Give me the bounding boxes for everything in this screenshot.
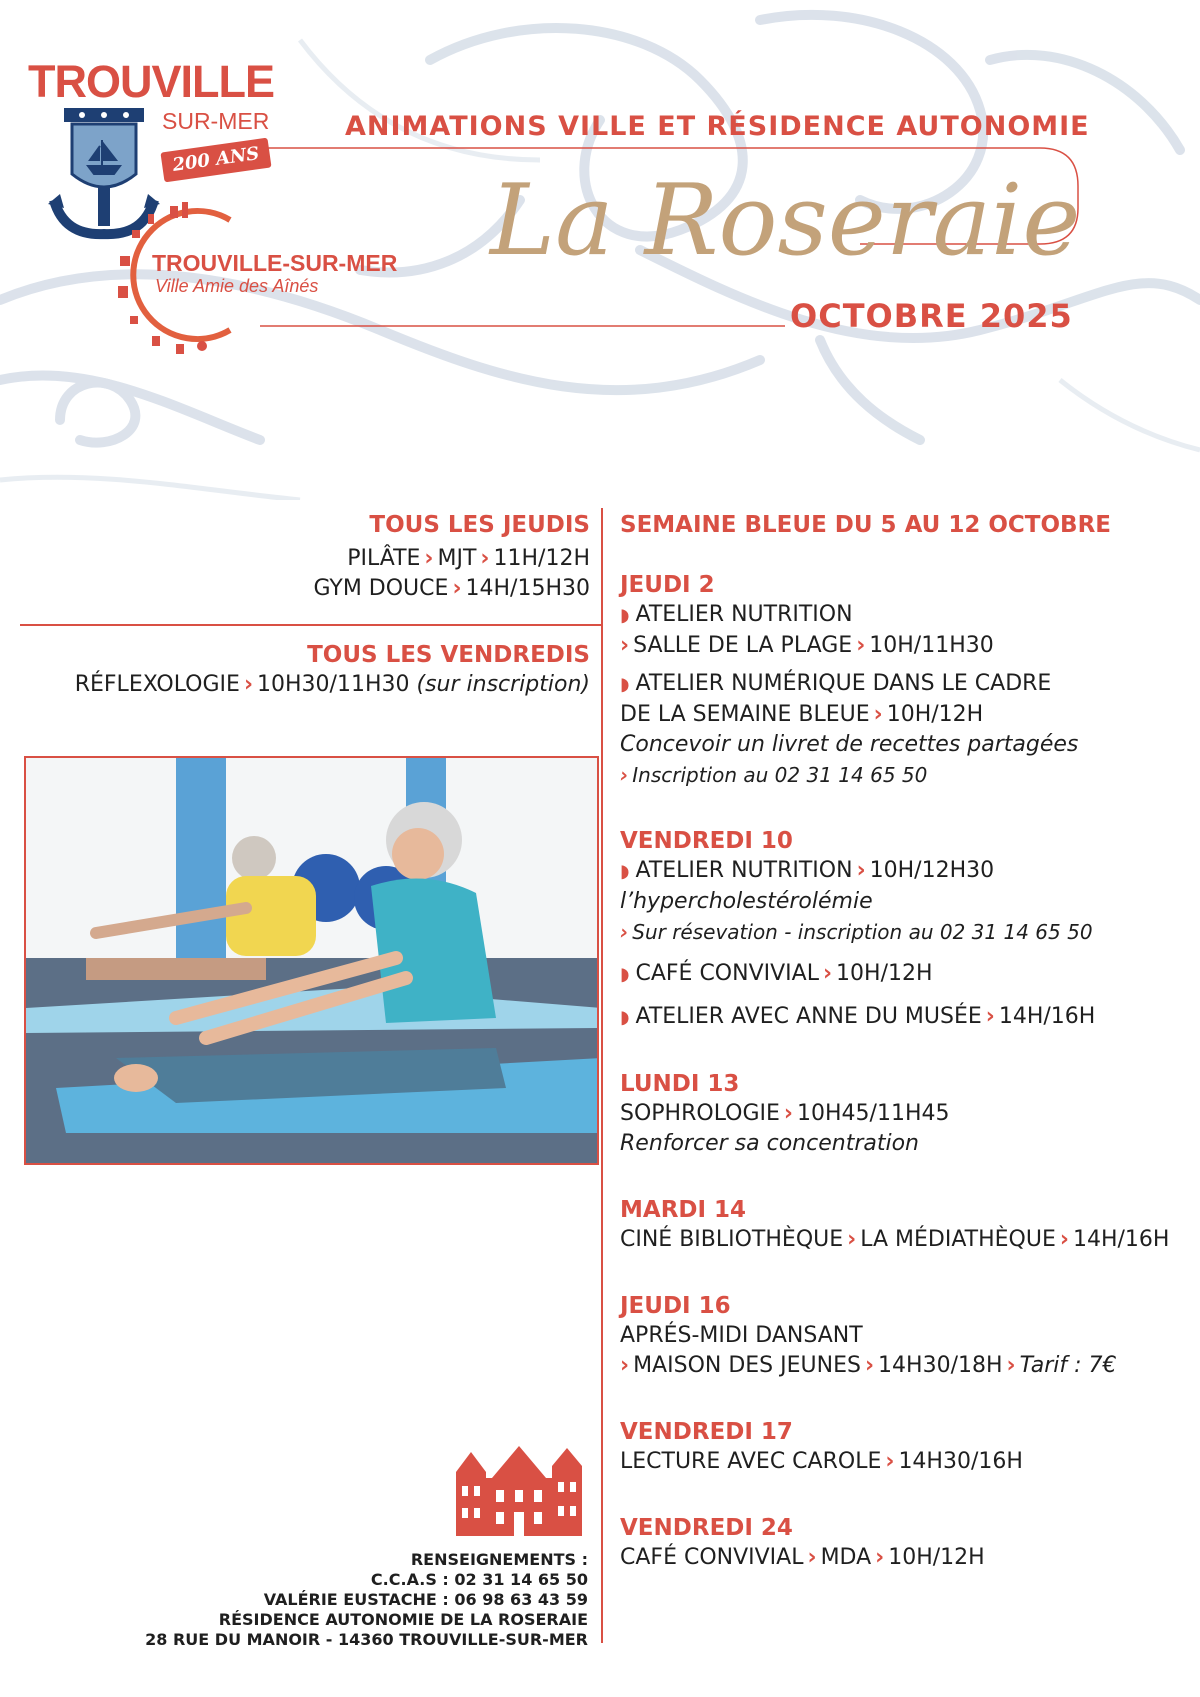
jeudi2-heading: JEUDI 2 [620,572,715,598]
chevron-right-icon: › [620,763,629,787]
chevron-right-icon: › [452,576,462,601]
chevron-right-icon: › [847,1227,857,1252]
half-circle-bullet-icon: ◗ [620,674,630,695]
chevron-right-icon: › [856,858,866,883]
vendredi24-a1: CAFÉ CONVIVIAL [620,1545,804,1570]
vendredi10-a2: l’hypercholestérolémie [620,889,873,914]
jeudi2-b3: Concevoir un livret de recettes partagées [620,732,1079,757]
mardi14-a1: CINÉ BIBLIOTHÈQUE [620,1227,844,1252]
photo-illustration [26,758,599,1165]
thursdays-line-1 [20,544,590,574]
chevron-right-icon: › [1006,1353,1016,1378]
vendredi24-a2: MDA [820,1545,872,1570]
event-vendredi-10 [620,826,1190,1033]
fridays-heading: TOUS LES VENDREDIS [307,642,590,668]
left-section-divider [20,624,602,626]
lundi13-a2: Renforcer sa concentration [620,1131,919,1156]
vendredi10-c1-time: 14H/16H [998,1004,1096,1029]
vendredi10-a1: ATELIER NUTRITION [635,858,853,883]
chevron-right-icon: › [885,1449,895,1474]
event-jeudi-2 [620,570,1190,790]
half-circle-bullet-icon: ◗ [620,1007,630,1028]
week-heading: SEMAINE BLEUE DU 5 AU 12 OCTOBRE [620,512,1111,538]
poster-subtitle: ANIMATIONS VILLE ET RÉSIDENCE AUTONOMIE [345,111,1090,142]
thursdays-heading: TOUS LES JEUDIS [369,512,590,538]
chevron-right-icon: › [985,1004,995,1029]
chevron-right-icon: › [873,702,883,727]
contact-ccas: C.C.A.S : 02 31 14 65 50 [370,1570,588,1589]
vendredi10-heading: VENDREDI 10 [620,828,793,854]
jeudi2-a2-time: 10H/11H30 [869,633,994,658]
gym-time: 14H/15H30 [465,576,590,601]
fridays-section [20,640,590,700]
mardi14-heading: MARDI 14 [620,1197,747,1223]
mardi14-a3: 14H/16H [1072,1227,1170,1252]
chevron-right-icon: › [424,546,434,571]
poster-title: La Roseraie [490,164,1081,278]
vendredi10-c1: ATELIER AVEC ANNE DU MUSÉE [635,1004,982,1029]
vendredi10-b1-time: 10H/12H [836,961,933,986]
jeudi16-tarif: Tarif : 7€ [1019,1353,1117,1378]
vendredi24-heading: VENDREDI 24 [620,1515,793,1541]
chevron-right-icon: › [864,1353,875,1378]
lundi13-a1-time: 10H45/11H45 [797,1101,950,1126]
event-mardi-14 [620,1195,1190,1255]
jeudi16-a1: APRÉS-MIDI DANSANT [620,1323,863,1348]
chevron-right-icon: › [620,1353,630,1378]
mardi14-a2: LA MÉDIATHÈQUE [860,1227,1056,1252]
event-vendredi-24 [620,1513,1190,1573]
jeudi2-b2-time: 10H/12H [886,702,984,727]
lundi13-heading: LUNDI 13 [620,1071,740,1097]
thursdays-line-2 [20,574,590,604]
jeudi2-b4: Inscription au 02 31 14 65 50 [632,763,928,787]
anniversary-label: 200 ANS [171,143,261,176]
poster-date: OCTOBRE 2025 [790,297,1073,335]
contact-residence: RÉSIDENCE AUTONOMIE DE LA ROSERAIE [218,1610,588,1629]
fridays-line-1 [20,670,590,700]
reflexology-time: 10H30/11H30 [257,672,410,697]
pilates-label: PILÂTE [347,546,421,571]
pilates-time: 11H/12H [493,546,590,571]
reflexology-label: RÉFLEXOLOGIE [74,672,240,697]
vendredi17-a1-time: 14H30/16H [898,1449,1023,1474]
chevron-right-icon: › [243,672,254,697]
logo-brand-line1: TROUVILLE [28,56,274,107]
chevron-right-icon: › [783,1101,793,1126]
jeudi16-a2: MAISON DES JEUNES [633,1353,861,1378]
jeudi2-a1: ATELIER NUTRITION [635,602,853,627]
program-list [620,510,1190,1573]
seal-name: TROUVILLE-SUR-MER [152,250,398,276]
contact-heading: RENSEIGNEMENTS : [410,1550,588,1569]
seal-tagline: Ville Amie des Aînés [155,276,319,296]
column-divider [601,508,603,1643]
vendredi17-a1: LECTURE AVEC CAROLE [620,1449,882,1474]
chevron-right-icon: › [480,546,490,571]
pilates-place: MJT [437,546,477,571]
reflexology-note: (sur inscription) [416,672,590,697]
vendredi17-heading: VENDREDI 17 [620,1419,793,1445]
star-icon [79,112,85,118]
vendredi10-a1-time: 10H/12H30 [869,858,995,883]
jeudi16-heading: JEUDI 16 [620,1293,731,1319]
event-lundi-13 [620,1069,1190,1159]
vendredi10-a3: Sur résevation - inscription au 02 31 14 65 50 [632,920,1093,944]
gym-label: GYM DOUCE [313,576,449,601]
jeudi2-a2: SALLE DE LA PLAGE [633,633,853,658]
thursdays-section [20,510,590,604]
contact-info [80,1550,588,1650]
contact-person: VALÉRIE EUSTACHE : 06 98 63 43 59 [263,1590,588,1609]
logo-brand-line2: SUR-MER [162,108,270,134]
chevron-right-icon: › [856,633,866,658]
manor-house-icon [452,1442,586,1538]
seniors-stretching-photo [24,756,599,1165]
event-vendredi-17 [620,1417,1190,1477]
jeudi16-a2-time: 14H30/18H [878,1353,1003,1378]
half-circle-bullet-icon: ◗ [620,964,630,985]
chevron-right-icon: › [807,1545,817,1570]
chevron-right-icon: › [875,1545,885,1570]
half-circle-bullet-icon: ◗ [620,605,630,626]
vendredi10-b1: CAFÉ CONVIVIAL [635,961,819,986]
contact-address: 28 RUE DU MANOIR - 14360 TROUVILLE-SUR-MER [145,1630,588,1649]
chevron-right-icon: › [1059,1227,1069,1252]
vendredi24-a3: 10H/12H [888,1545,985,1570]
half-circle-bullet-icon: ◗ [620,861,630,882]
lundi13-a1: SOPHROLOGIE [620,1101,780,1126]
jeudi2-b1: ATELIER NUMÉRIQUE DANS LE CADRE [635,671,1052,696]
chevron-right-icon: › [620,920,629,944]
event-jeudi-16 [620,1291,1190,1381]
chevron-right-icon: › [620,633,630,658]
chevron-right-icon: › [822,961,833,986]
jeudi2-b2: DE LA SEMAINE BLEUE [620,702,870,727]
